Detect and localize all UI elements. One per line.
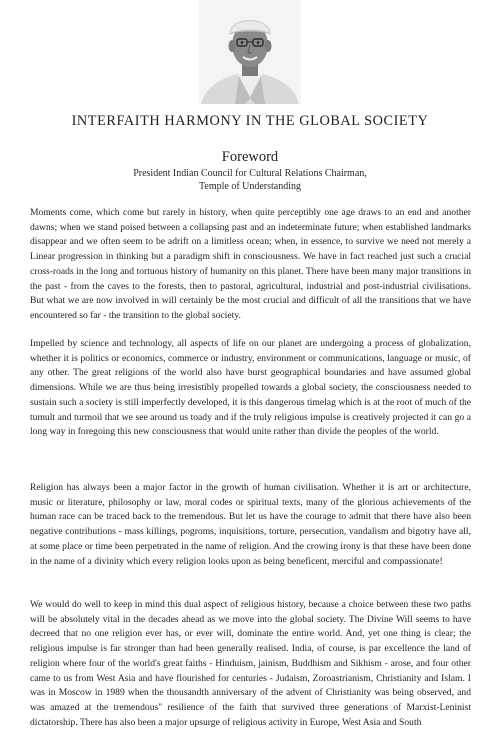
body-paragraph: We would do well to keep in mind this dual aspect of religious history, because a choice between these two paths will be absolutely vital in the decades ahead as we move into the global society. The Divine Will seems to have decreed that no one religion ever has, or ever will, dominate the entire world. And, yet one thing is clear; the religious impulse is far stronger than had been generally realised. India, of course, is par excellence the land of religion where four of the world's great faiths - Hinduism, jainism, Buddhism and Sikhism - arose, and four other came to us from West Asia and have flourished for centuries - Judaism, Zoroastrianism, Christianity and Islam. I was in Moscow in 1989 when the thousandth anniversary of the advent of Christianity was being observed, and was amazed at the tremendous" resilience of the faith that survived three generations of Marxist-Leninist dictatorship. There has also been a major upsurge of religious activity in Europe, West Asia and South (30, 599, 471, 728)
portrait-illustration (199, 0, 301, 104)
subtitle-line: President Indian Council for Cultural Relations Chairman, (133, 168, 367, 179)
foreword-subtitle (60, 167, 440, 193)
body-paragraph: Moments come, which come but rarely in history, when quite perceptibly one age draws to an end and another dawns; when we stand poised between a collapsing past and an indeterminate future; when established landmarks disappear and we often seem to be adrift on a limitless ocean; when, in essence, to survive we need not merely a Linear progression in thinking but a paradigm shift in consciousness. We have in fact reached just such a crucial cross-roads in the long and tortuous history of humanity on this planet. There have been many major transitions in the past - from the caves to the forests, then to pastoral, agricultural, industrial and post-industrial civilisations. But what we are now involved in will certainly be the most crucial and difficult of all the transitions that we have encountered so far - the transition to the global society. (30, 207, 471, 321)
body-paragraph: Impelled by science and technology, all aspects of life on our planet are undergoing a process of globalization, whether it is politics or economics, commerce or industry, environment or communications, language or music, of any other. The great religions of the world also have burst geographical boundaries and have assumed global dimensions. While we are thus being irresistibly propelled towards a global society, the consciousness needed to sustain such a society is still imperfectly developed, it is this dangerous timelag which is at the root of much of the tumult and turmoil that we see around us toady and if the truly religious impulse is creatively projected it can go a long way in foregoing this new consciousness that would unite rather than divide the peoples of the world. (30, 338, 471, 438)
body-paragraph: Religion has always been a major factor in the growth of human civilisation. Whether it is art or architecture, music or literature, philosophy or law, moral codes or spiritual texts, many of the glorious achievements of the human race can be traced back to the tremendous. But let us have the courage to admit that there have also been negative contributions - mass killings, pogroms, inquisitions, torture, persecution, vandalism and bigotry have all, at some place or time been perpetrated in the name of religion. And the crowing irony is that these have been done in the name of a divinity which every religion looks upon as being beneficent, merciful and compassionate! (30, 482, 471, 567)
subtitle-line: Temple of Understanding (198, 181, 302, 192)
foreword-heading: Foreword (221, 149, 279, 165)
page-title: INTERFAITH HARMONY IN THE GLOBAL SOCIETY (71, 113, 429, 129)
author-portrait (199, 0, 301, 104)
